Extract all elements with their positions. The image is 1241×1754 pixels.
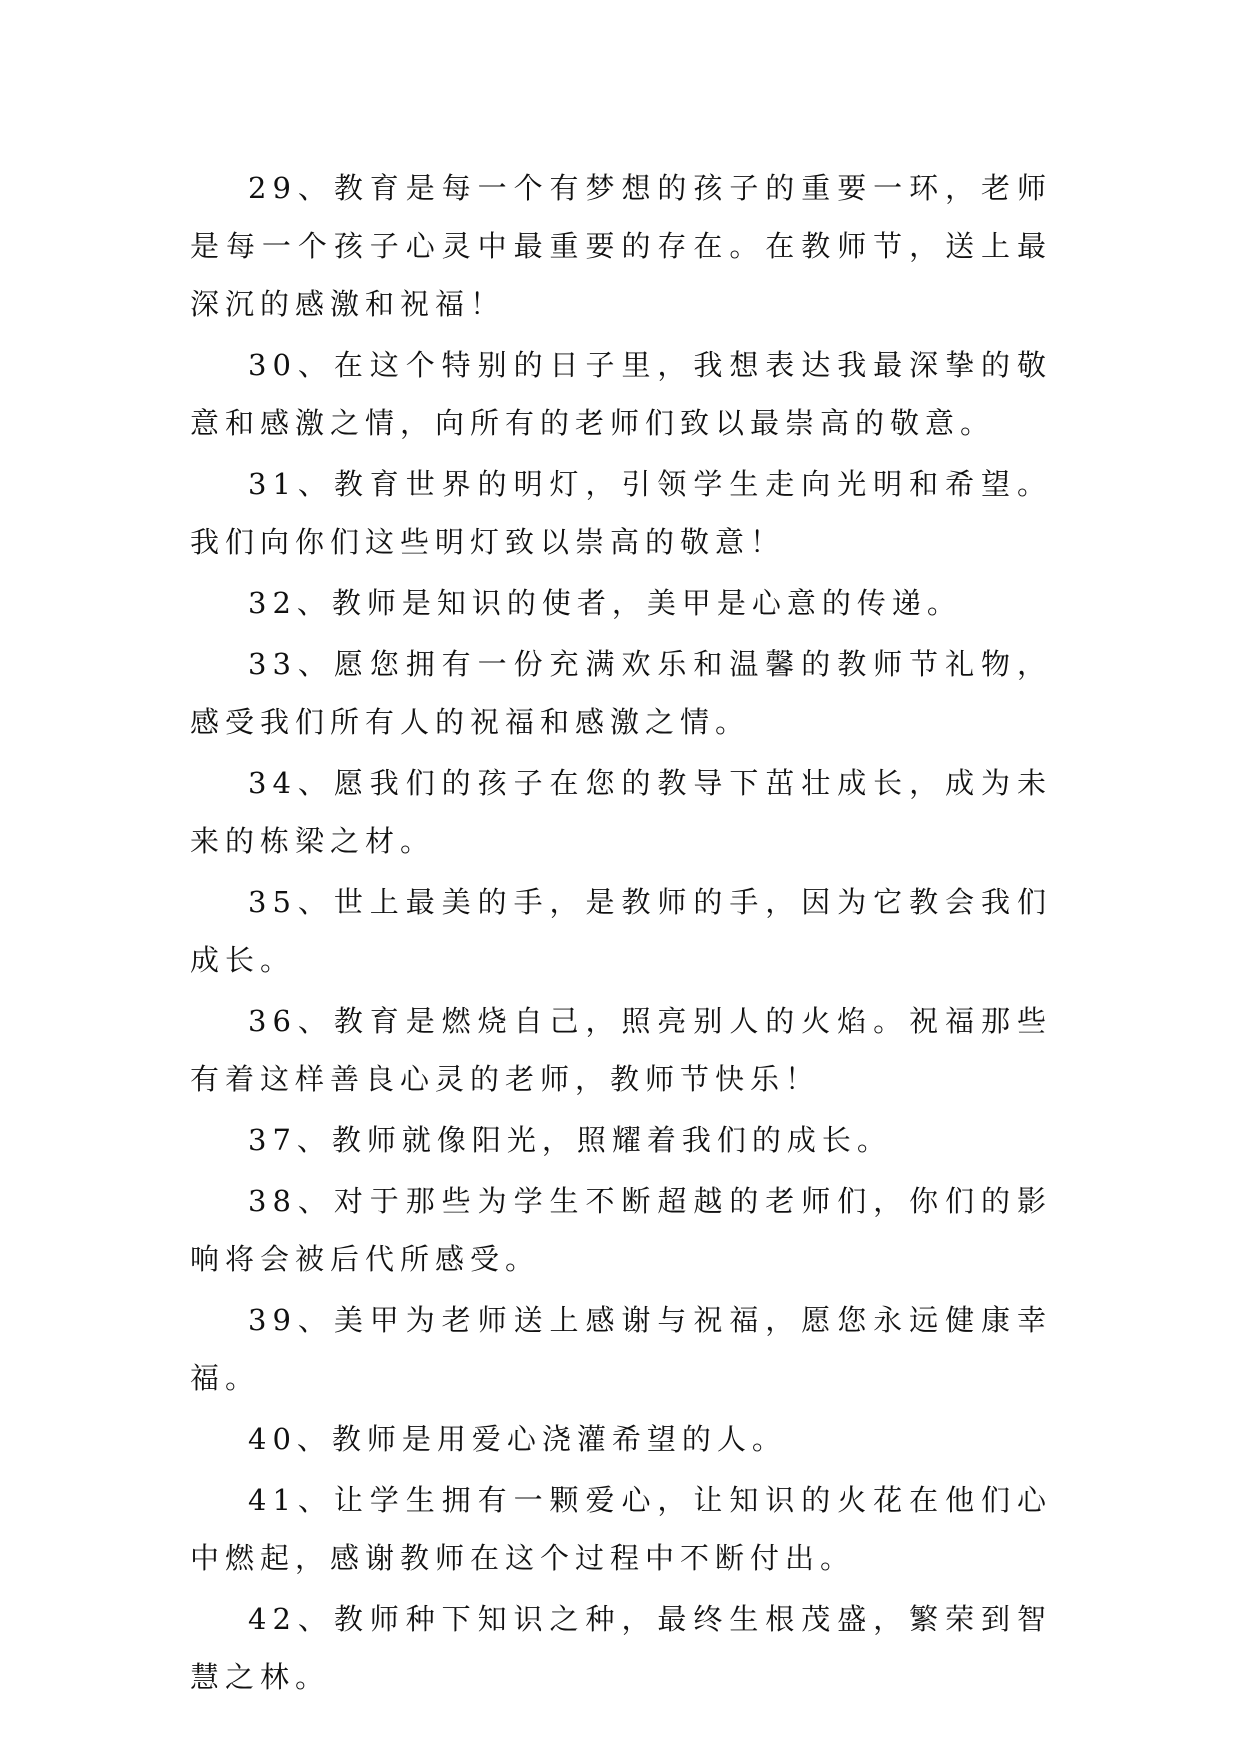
paragraph-42: 42、教师种下知识之种，最终生根茂盛，繁荣到智慧之林。 bbox=[190, 1602, 1052, 1694]
paragraph-40: 40、教师是用爱心浇灌希望的人。 bbox=[248, 1422, 787, 1456]
paragraph-39: 39、美甲为老师送上感谢与祝福，愿您永远健康幸福。 bbox=[190, 1303, 1052, 1395]
paragraph-30: 30、在这个特别的日子里，我想表达我最深挚的敬意和感激之情，向所有的老师们致以最崇高的敬意。 bbox=[190, 348, 1052, 440]
paragraph-37: 37、教师就像阳光，照耀着我们的成长。 bbox=[248, 1123, 892, 1157]
paragraph-41: 41、让学生拥有一颗爱心，让知识的火花在他们心中燃起，感谢教师在这个过程中不断付出。 bbox=[190, 1483, 1052, 1575]
paragraph-33: 33、愿您拥有一份充满欢乐和温馨的教师节礼物，感受我们所有人的祝福和感激之情。 bbox=[190, 647, 1052, 739]
paragraph-38: 38、对于那些为学生不断超越的老师们，你们的影响将会被后代所感受。 bbox=[190, 1184, 1052, 1276]
paragraph-36: 36、教育是燃烧自己，照亮别人的火焰。祝福那些有着这样善良心灵的老师，教师节快乐！ bbox=[190, 1004, 1052, 1096]
paragraph-34: 34、愿我们的孩子在您的教导下茁壮成长，成为未来的栋梁之材。 bbox=[190, 766, 1052, 858]
paragraph-31: 31、教育世界的明灯，引领学生走向光明和希望。我们向你们这些明灯致以崇高的敬意！ bbox=[190, 467, 1052, 559]
paragraph-29: 29、教育是每一个有梦想的孩子的重要一环，老师是每一个孩子心灵中最重要的存在。在教师节，送上最深沉的感激和祝福！ bbox=[190, 171, 1052, 321]
document-body bbox=[190, 159, 1052, 1709]
paragraph-32: 32、教师是知识的使者，美甲是心意的传递。 bbox=[248, 586, 962, 620]
paragraph-35: 35、世上最美的手，是教师的手，因为它教会我们成长。 bbox=[190, 885, 1052, 977]
